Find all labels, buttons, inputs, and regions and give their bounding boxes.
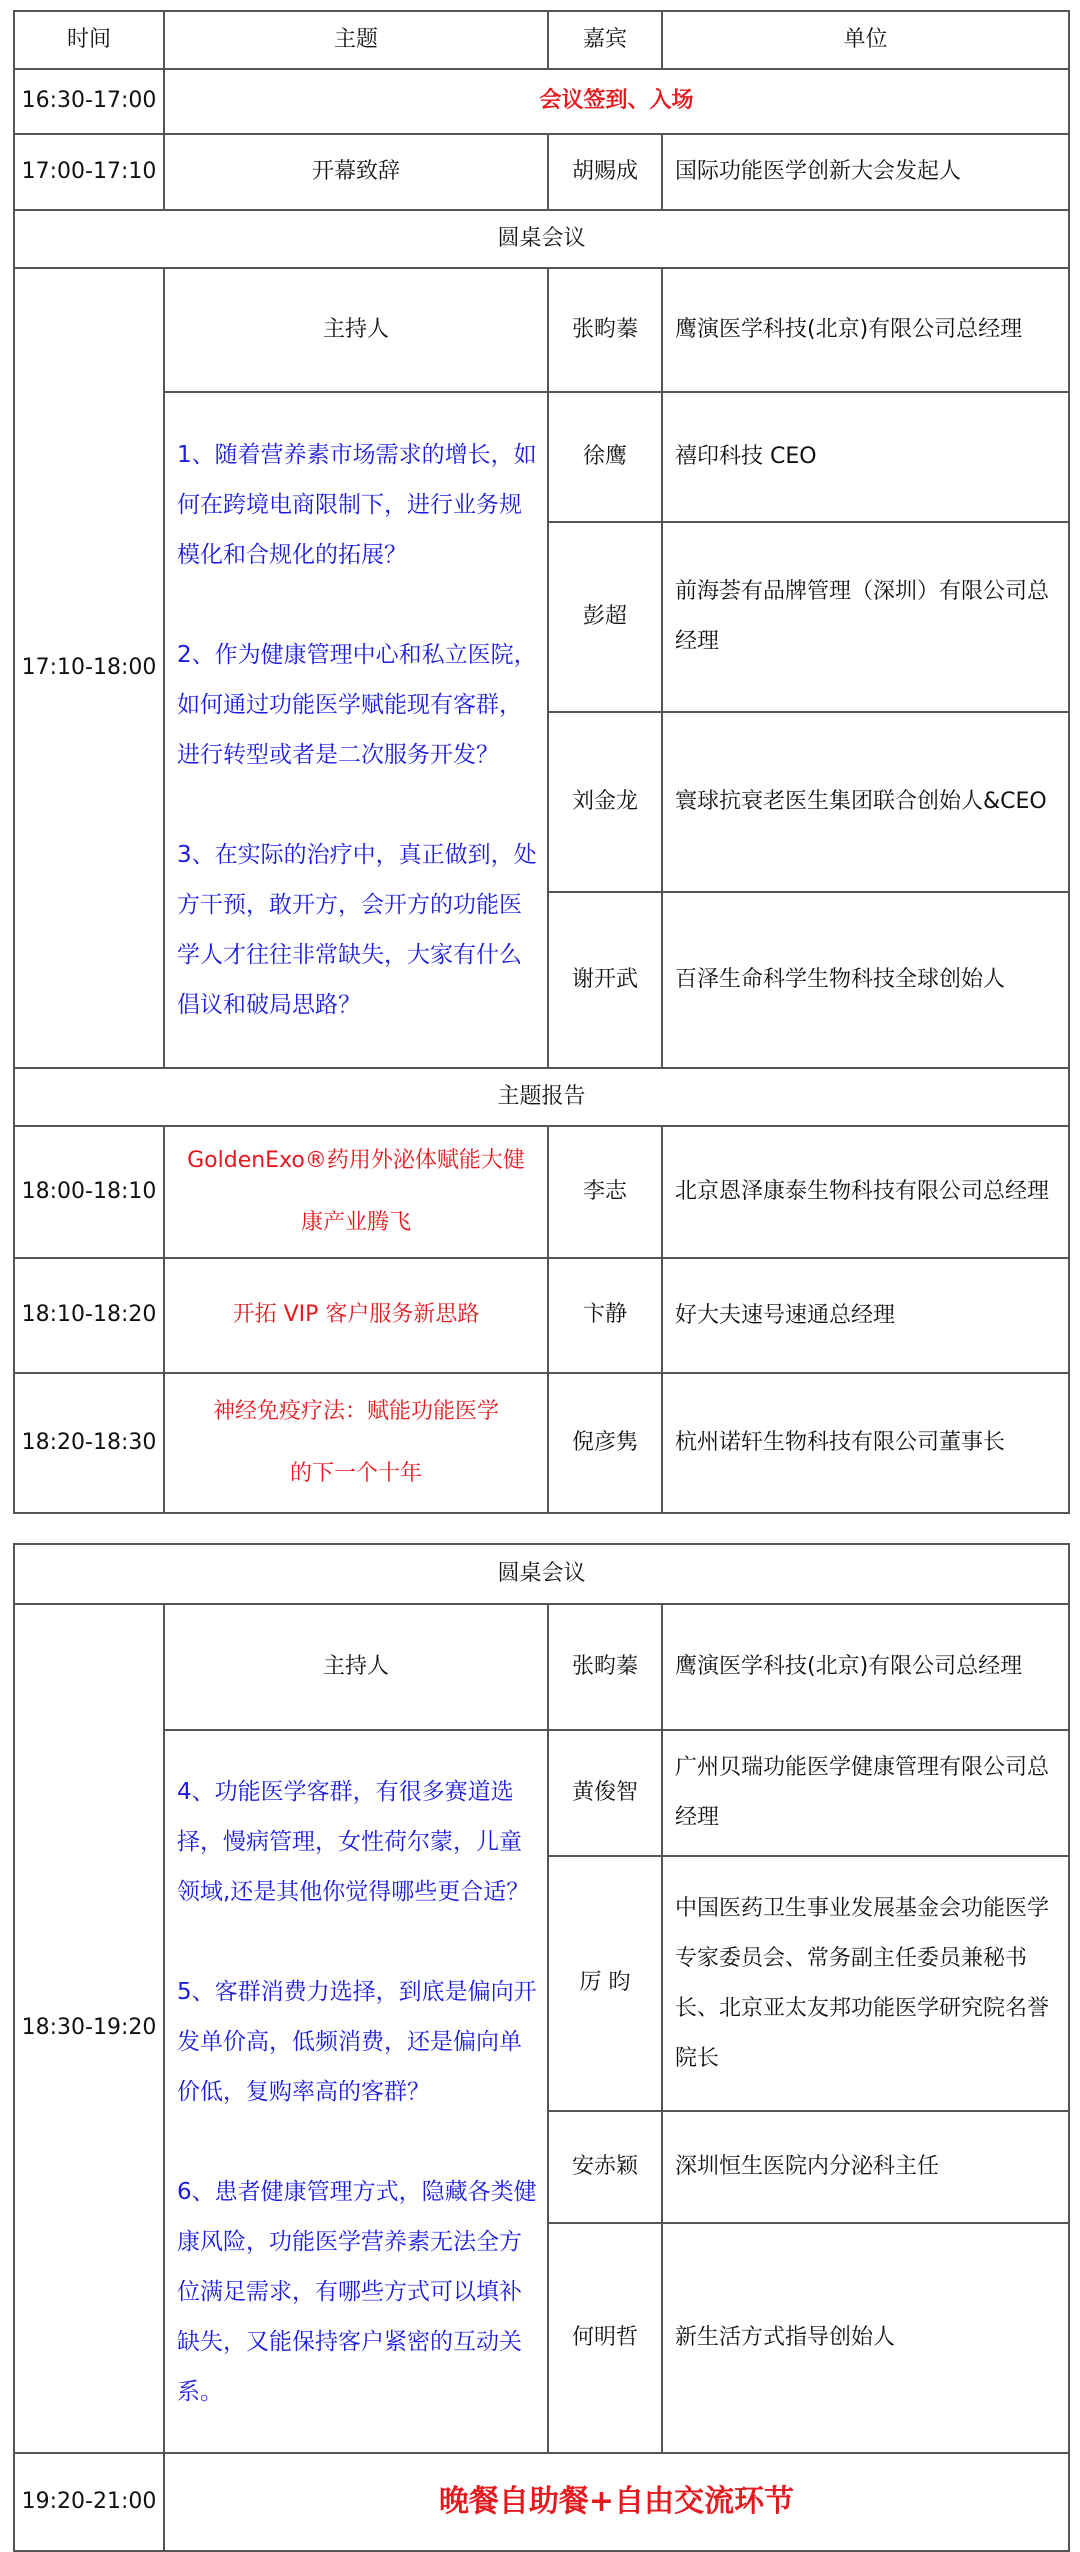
topic-item: 6、患者健康管理方式，隐藏各类健康风险，功能医学营养素无法全方位满足需求，有哪些方式可以填补缺失，又能保持客户紧密的互动关系。 <box>177 2178 537 2405</box>
guest-row <box>14 1730 1069 1856</box>
section-title-reports: 主题报告 <box>14 1068 1069 1126</box>
opening-guest: 胡赐成 <box>548 134 662 210</box>
report-row <box>14 1126 1069 1258</box>
header-unit: 单位 <box>662 11 1069 69</box>
report-topic: 神经免疫疗法：赋能功能医学的下一个十年 <box>164 1373 548 1513</box>
guest-name: 谢开武 <box>548 892 662 1068</box>
opening-row <box>14 134 1069 210</box>
section-title-roundtable-1: 圆桌会议 <box>14 210 1069 268</box>
roundtable-1-topics <box>164 392 548 1068</box>
opening-unit: 国际功能医学创新大会发起人 <box>662 134 1069 210</box>
report-guest: 卞静 <box>548 1258 662 1373</box>
report-row <box>14 1258 1069 1373</box>
checkin-label: 会议签到、入场 <box>164 69 1069 134</box>
host-unit: 鹰演医学科技(北京)有限公司总经理 <box>662 268 1069 392</box>
checkin-time: 16:30-17:00 <box>14 69 164 134</box>
header-guest: 嘉宾 <box>548 11 662 69</box>
report-unit: 北京恩泽康泰生物科技有限公司总经理 <box>662 1126 1069 1258</box>
roundtable-2-topics <box>164 1730 548 2453</box>
host-label: 主持人 <box>164 1604 548 1730</box>
section-row <box>14 210 1069 268</box>
report-time: 18:10-18:20 <box>14 1258 164 1373</box>
guest-name: 刘金龙 <box>548 712 662 892</box>
section-row <box>14 1068 1069 1126</box>
topic-item: 1、随着营养素市场需求的增长，如何在跨境电商限制下，进行业务规模化和合规化的拓展？ <box>177 442 537 568</box>
dinner-row <box>14 2453 1069 2551</box>
host-name: 张畇蓁 <box>548 268 662 392</box>
host-label: 主持人 <box>164 268 548 392</box>
guest-name: 彭超 <box>548 522 662 712</box>
roundtable-1-host-row <box>14 268 1069 392</box>
dinner-label: 晚餐自助餐+自由交流环节 <box>164 2453 1069 2551</box>
guest-name: 何明哲 <box>548 2223 662 2453</box>
guest-row <box>14 392 1069 522</box>
topic-item: 5、客群消费力选择，到底是偏向开发单价高，低频消费，还是偏向单价低，复购率高的客群？ <box>177 1978 537 2105</box>
roundtable-2-time: 18:30-19:20 <box>14 1604 164 2453</box>
guest-unit: 广州贝瑞功能医学健康管理有限公司总经理 <box>662 1730 1069 1856</box>
topic-item: 2、作为健康管理中心和私立医院，如何通过功能医学赋能现有客群，进行转型或者是二次服务开发？ <box>177 642 537 768</box>
guest-name: 徐鹰 <box>548 392 662 522</box>
opening-time: 17:00-17:10 <box>14 134 164 210</box>
guest-name: 黄俊智 <box>548 1730 662 1856</box>
guest-name: 厉 昀 <box>548 1856 662 2111</box>
topic-item: 4、功能医学客群，有很多赛道选择，慢病管理，女性荷尔蒙，儿童领域,还是其他你觉得哪些更合适？ <box>177 1778 530 1905</box>
roundtable-1-time: 17:10-18:00 <box>14 268 164 1068</box>
report-unit: 好大夫速号速通总经理 <box>662 1258 1069 1373</box>
opening-topic: 开幕致辞 <box>164 134 548 210</box>
guest-unit: 寰球抗衰老医生集团联合创始人&CEO <box>662 712 1069 892</box>
guest-unit: 深圳恒生医院内分泌科主任 <box>662 2111 1069 2223</box>
guest-unit: 前海荟有品牌管理（深圳）有限公司总经理 <box>662 522 1069 712</box>
guest-unit: 百泽生命科学生物科技全球创始人 <box>662 892 1069 1068</box>
host-unit: 鹰演医学科技(北京)有限公司总经理 <box>662 1604 1069 1730</box>
guest-unit: 中国医药卫生事业发展基金会功能医学专家委员会、常务副主任委员兼秘书长、北京亚太友邦功能医学研究院名誉院长 <box>662 1856 1069 2111</box>
guest-name: 安赤颖 <box>548 2111 662 2223</box>
guest-unit: 禧印科技 CEO <box>662 392 1069 522</box>
report-time: 18:00-18:10 <box>14 1126 164 1258</box>
header-topic: 主题 <box>164 11 548 69</box>
report-guest: 倪彦隽 <box>548 1373 662 1513</box>
header-time: 时间 <box>14 11 164 69</box>
report-topic: 开拓 VIP 客户服务新思路 <box>164 1258 548 1373</box>
header-row <box>14 11 1069 69</box>
report-time: 18:20-18:30 <box>14 1373 164 1513</box>
dinner-time: 19:20-21:00 <box>14 2453 164 2551</box>
agenda-table-2 <box>13 1543 1070 2552</box>
checkin-row <box>14 69 1069 134</box>
agenda-table-1 <box>13 10 1070 1514</box>
section-title-roundtable-2: 圆桌会议 <box>14 1544 1069 1604</box>
report-unit: 杭州诺轩生物科技有限公司董事长 <box>662 1373 1069 1513</box>
section-row <box>14 1544 1069 1604</box>
report-guest: 李志 <box>548 1126 662 1258</box>
report-topic: GoldenExo®药用外泌体赋能大健康产业腾飞 <box>164 1126 548 1258</box>
topic-item: 3、在实际的治疗中，真正做到，处方干预，敢开方，会开方的功能医学人才往往非常缺失，大家有什么倡议和破局思路？ <box>177 842 537 1018</box>
host-name: 张畇蓁 <box>548 1604 662 1730</box>
report-row <box>14 1373 1069 1513</box>
roundtable-2-host-row <box>14 1604 1069 1730</box>
guest-unit: 新生活方式指导创始人 <box>662 2223 1069 2453</box>
